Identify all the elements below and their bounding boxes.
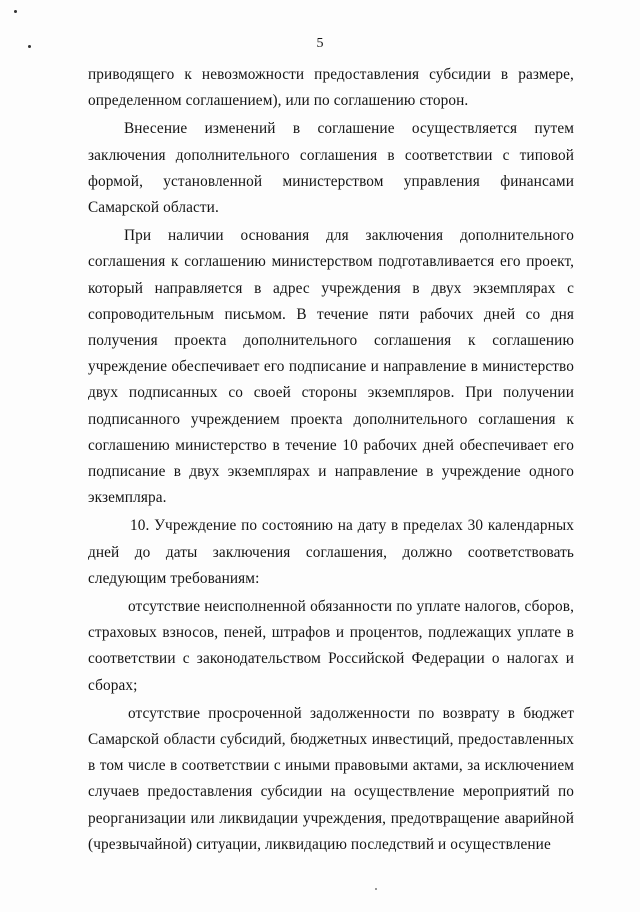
requirement-taxes: отсутствие неисполненной обязанности по уплате налогов, сборов, страховых взносов, пеней, штрафов и процентов, подлежащих уплате в соответствии с законодательством Российской Федерации о налогах и сборах;	[88, 598, 574, 694]
requirement-overdue-debt: отсутствие просроченной задолженности по возврату в бюджет Самарской области субсидий, бюджетных инвестиций, предоставленных в том числе в соответствии с иными правовыми актами, за исключением случаев предоставления субсидии на осуществление мероприятий по реорганизации или ликвидации учреждения, предотвращение аварийной (чрезвычайной) ситуации, ликвидацию последствий и осуществление	[88, 704, 574, 853]
page-number: 5	[316, 36, 324, 51]
paragraph-additional-agreement: При наличии основания для заключения дополнительного соглашения к соглашению министерством подготавливается его проект, который направляется в адрес учреждения в двух экземплярах с сопроводительным письмом. В течение пяти рабочих дней со дня получения проекта дополнительного соглашения к соглашению учреждение обеспечивает его подписание и направление в министерство двух подписанных со своей стороны экземпляров. При получении подписанного учреждением проекта дополнительного соглашения к соглашению министерство в течение 10 рабочих дней обеспечивает его подписание в двух экземплярах и направление в учреждение одного экземпляра.	[88, 227, 574, 507]
paragraph-amendment: Внесение изменений в соглашение осуществляется путем заключения дополнительного соглашения в соответствии с типовой формой, установленной министерством управления финансами Самарской области.	[88, 120, 574, 217]
scan-speck	[14, 10, 17, 13]
document-body	[88, 62, 574, 858]
paragraph-continuation: приводящего к невозможности предоставления субсидии в размере, определенном соглашением), или по соглашению сторон.	[88, 66, 574, 110]
scan-speck	[375, 888, 377, 890]
paragraph-item-10: 10. Учреждение по состоянию на дату в пределах 30 календарных дней до даты заключения соглашения, должно соответствовать следующим требованиям:	[88, 517, 574, 587]
